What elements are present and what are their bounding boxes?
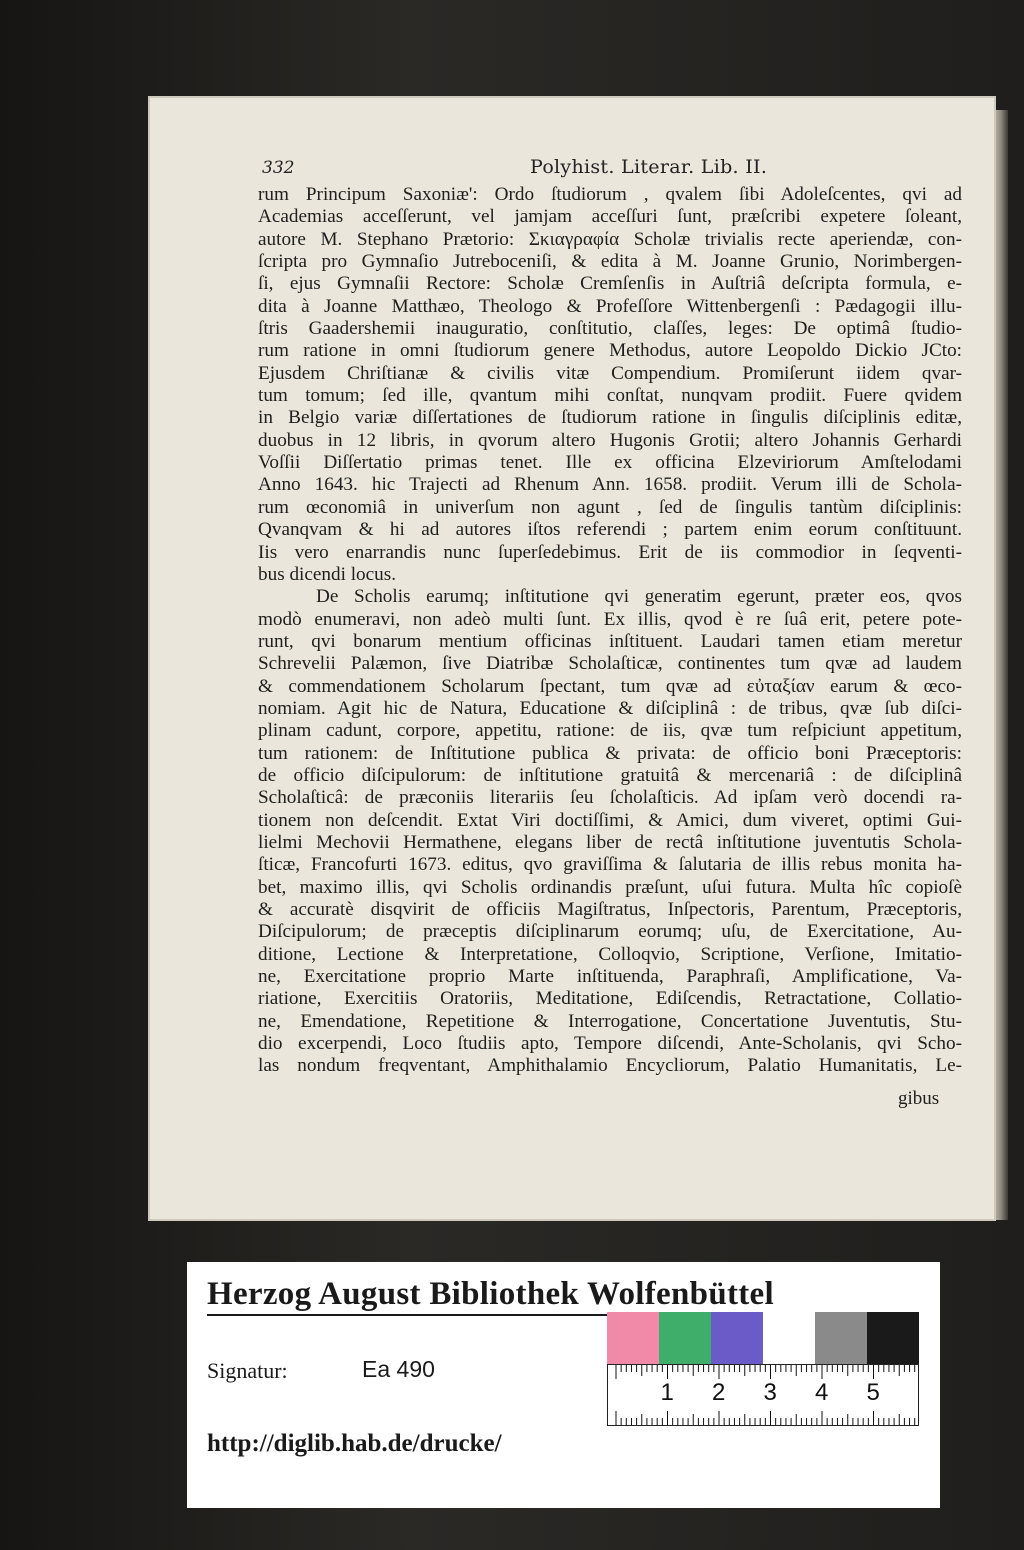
- library-label: [187, 1262, 940, 1508]
- text-line: dio excerpendi, Loco ſtudiis apto, Tempore diſcendi, Ante-Scholanis, qvi Scho-: [258, 1033, 962, 1055]
- text-line: ſtris Gaadershemii inauguratio, conſtitutio, claſſes, leges: De optimâ ſtudio-: [258, 318, 962, 340]
- text-line: plinam cadunt, corpore, appetitu, ratione: de iis, qvæ tum reſpiciunt appetitum,: [258, 720, 962, 742]
- text-line: Schrevelii Palæmon, ſive Diatribæ Scholaſticæ, continentes tum qvæ ad laudem: [258, 653, 962, 675]
- text-line: ditione, Lectione & Interpretatione, Colloqvio, Scriptione, Verſione, Imitatio-: [258, 943, 962, 965]
- signature-label: Signatur:: [207, 1358, 288, 1383]
- text-line: ſticæ, Francofurti 1673. editus, qvo graviſſima & ſalutaria de illis rebus monita ha-: [258, 854, 962, 876]
- text-line: & commendationem Scholarum ſpectant, tum qvæ ad εὐταξίαν earum & œco-: [258, 675, 962, 697]
- text-line: bus dicendi locus.: [258, 563, 397, 585]
- text-line: tum tomum; ſed ille, qvantum mihi conſtat, nunqvam prodiit. Fuere qvidem: [258, 385, 962, 407]
- text-line: riatione, Exercitiis Oratoriis, Meditatione, Ediſcendis, Retractatione, Collatio-: [258, 988, 962, 1010]
- text-line: tum rationem: de Inſtitutione publica & privata: de officio boni Præceptoris:: [258, 742, 962, 764]
- text-line: Ejusdem Chriſtianæ & civilis vitæ Compendium. Promiſerunt iidem qvar-: [258, 362, 962, 384]
- text-line: bet, maximo illis, qvi Scholis ordinandis præſunt, uſui futura. Multa hîc copioſè: [258, 876, 962, 898]
- text-line: rum Principum Saxoniæ': Ordo ſtudiorum , qvalem ſibi Adoleſcentes, qvi ad: [258, 184, 962, 205]
- text-line: ſi, ejus Gymnaſii Rectore: Scholæ Cremſenſis in Auſtriâ deſcripta formula, e-: [258, 273, 962, 295]
- measurement-ruler: [607, 1364, 919, 1426]
- text-line: autore M. Stephano Prætorio: Σκιαγραφία Scholæ trivialis recte aperiendæ, con-: [258, 228, 962, 250]
- text-line: tionem non deſcendit. Extat Viri doctiſſimi, & Amici, dum viveret, optimi Gui-: [258, 809, 962, 831]
- text-line: de officio diſcipulorum: de inſtitutione gratuitâ & mercenariâ : de diſciplinâ: [258, 764, 962, 786]
- text-line: De Scholis earumq; inſtitutione qvi generatim egerunt, præter eos, qvos: [316, 586, 962, 608]
- ruler-number: 2: [712, 1379, 726, 1406]
- text-line: modò enumeravi, non adeò multi ſunt. Ex illis, qvod è re ſuâ erit, petere pote-: [258, 608, 962, 630]
- text-line: rum œconomiâ in univerſum non agunt , ſed de ſingulis tantùm diſciplinis:: [258, 496, 962, 518]
- text-line: duobus in 12 libris, in qvorum altero Hugonis Grotii; altero Johannis Gerhardi: [258, 429, 962, 451]
- text-line: & accuratè disqvirit de officiis Magiſtratus, Inſpectoris, Parentum, Præceptoris,: [258, 899, 962, 920]
- text-line: Scholaſticâ: de præconiis literariis ſeu ſcholaſticis. Ad ipſam verò docendi ra-: [258, 787, 962, 809]
- ruler-number: 1: [660, 1379, 674, 1406]
- catchword: gibus: [898, 1088, 940, 1109]
- color-swatch: [763, 1312, 815, 1364]
- text-line: Academias acceſſerunt, vel jamjam acceſſuri ſunt, præſcribi expetere ſoleant,: [258, 206, 962, 228]
- body-text: [258, 184, 962, 1078]
- running-head: Polyhist. Literar. Lib. II.: [530, 156, 768, 178]
- text-line: lielmi Mechovii Hermathene, elegans liber de rectâ inſtitutione juventutis Schola-: [258, 831, 962, 853]
- text-line: rum ratione in omni ſtudiorum genere Methodus, autore Leopoldo Dickio JCto:: [258, 340, 962, 362]
- ruler-number: 4: [815, 1379, 829, 1406]
- page-number: 332: [262, 158, 295, 178]
- text-line: nomiam. Agit hic de Natura, Educatione & diſciplinâ : de tribus, qvæ ſub diſci-: [258, 697, 962, 719]
- color-swatch: [815, 1312, 867, 1364]
- page-header: [262, 156, 962, 184]
- color-swatch: [607, 1312, 659, 1364]
- ruler-number: 5: [866, 1379, 880, 1406]
- text-line: Qvanqvam & hi ad autores iſtos referendi ; partem enim eorum conſtituunt.: [258, 519, 962, 541]
- text-line: ne, Emendatione, Repetitione & Interrogatione, Concertatione Juventutis, Stu-: [258, 1010, 962, 1032]
- color-swatches: [607, 1312, 919, 1364]
- library-url: http://diglib.hab.de/drucke/: [207, 1430, 502, 1457]
- color-swatch: [867, 1312, 919, 1364]
- text-line: runt, qvi bonarum mentium officinas inſtituent. Laudari tamen etiam meretur: [258, 630, 962, 652]
- text-line: dita à Joanne Matthæo, Theologo & Profeſſore Wittenbergenſi : Pædagogii illu-: [258, 295, 962, 317]
- text-line: Anno 1643. hic Trajecti ad Rhenum Ann. 1658. prodiit. Verum illi de Schola-: [258, 474, 962, 496]
- text-line: ſcripta pro Gymnaſio Jutreboceniſi, & edita à M. Joanne Grunio, Norimbergen-: [258, 251, 962, 273]
- text-line: las nondum freqventant, Amphithalamio Encycliorum, Palatio Humanitatis, Le-: [258, 1055, 962, 1077]
- color-swatch: [711, 1312, 763, 1364]
- text-line: ne, Exercitatione proprio Marte inſtituenda, Paraphraſi, Amplificatione, Va-: [258, 966, 962, 988]
- color-swatch: [659, 1312, 711, 1364]
- text-line: Voſſii Diſſertatio primas tenet. Ille ex officina Elzeviriorum Amſtelodami: [258, 452, 962, 474]
- text-line: in Belgio variæ diſſertationes de ſtudiorum ratione in ſingulis diſciplinis editæ,: [258, 407, 962, 429]
- signature-value: Ea 490: [362, 1356, 435, 1382]
- text-line: Iis vero enarrandis nunc ſuperſedebimus. Erit de iis commodior in ſeqventi-: [258, 541, 962, 563]
- ruler-number: 3: [763, 1379, 777, 1406]
- text-line: Diſcipulorum; de præceptis diſciplinarum eorumq; uſu, de Exercitatione, Au-: [258, 921, 962, 943]
- library-name: Herzog August Bibliothek Wolfenbüttel: [207, 1276, 774, 1316]
